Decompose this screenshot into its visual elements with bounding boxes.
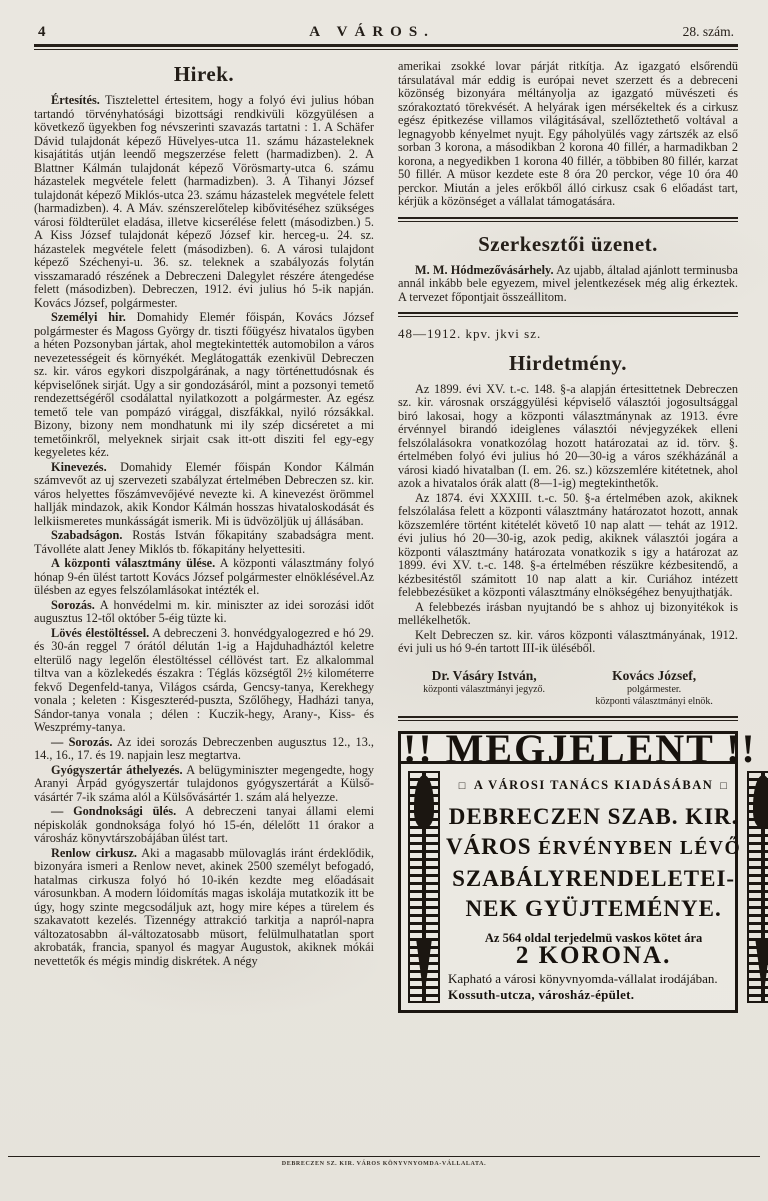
masthead-title: A VÁROS. [309, 24, 435, 40]
signature-block [398, 668, 738, 708]
signatory-name: Dr. Vásáry István, [431, 667, 537, 683]
ad-title-line: SZABÁLYRENDELETEI- [452, 865, 736, 891]
news-item [34, 805, 374, 846]
ornament-column-icon [747, 771, 768, 1003]
news-item-body: Rostás István főkapitány szabadságra ment. Távolléte alatt Jeney Miklós tb. főkapitány helyettesiti. [34, 528, 374, 556]
body-columns [34, 59, 757, 1013]
editor-message [398, 264, 738, 305]
ad-title-line: DEBRECZEN SZAB. KIR. [448, 803, 739, 829]
advertisement-box [398, 725, 757, 1013]
ad-content [446, 771, 741, 1003]
ad-headline: !! MEGJELENT !! [403, 725, 757, 771]
news-articles [34, 94, 374, 968]
continuation-text: amerikai zsokké lovar párját ritkítja. Az igazgató elsőrendü társulatával már eddig is európai nevet szerzett és a debreceni közönség bizonyára méltányolja az igazgató müvészeti és szórakoztató törekvését. A helyárak igen mérsékeltek és a cirkusz egész épitkezése villamos világitásával, szellőztethető voltával a legnagyobb kényelmet nyujt. Egy páholyülés vagy zártszék az első sorban 3 korona, a másodikban 2 korona 40 fillér, a harmadikban 2 korona, a negyedikben 1 korona 40 fillér, a többiben 80 fillér, karzat 50 fillér. A müsor kezdete este 8 óra 20 perckor, vége 10 óra 40 perckor. Miután a jeles erőkből álló cirkusz csak 6 előadást tart, kérjük a közönséget a vállalat támogatására. [398, 59, 738, 208]
notice-paragraphs [398, 383, 738, 656]
notice-title: Hirdetmény. [508, 350, 628, 375]
news-item-lead: — Sorozás. [51, 734, 113, 749]
right-column [398, 59, 757, 1013]
news-item [34, 847, 374, 969]
news-item-lead: — Gondnoksági ülés. [51, 804, 177, 818]
news-item-lead: Renlow cirkusz. [51, 845, 137, 860]
news-item-body: Az idei sorozás Debreczenben augusztus 12., 13., 14., 16., 17. és 19. napjain lesz megtartva. [34, 734, 374, 762]
ad-kicker-text: A VÁROSI TANÁCS KIADÁSÁBAN [473, 778, 714, 792]
news-item-body: A debreczeni 3. honvédgyalogezred e hó 29. és 30-án reggel 7 órától délután 1-ig a Hajduhadháztól keletre elterülő nagy legelőn élestöltéssel céllövést tart. Ez alkalommal tiltva van a közlekedés északra : Téglás községtől 2½ kilométerre fekvő Degenfeld-tanya, Világos csárda, Gencsy-tanya, Kerekhegy vonala ; keleten : Kisgeszteréd-puszta, Szőlőhegy, Hadházi tanya, Sándor-tanya vonala ; délen : Kuczik-hegy, Arany-, Kiss- és Weszprémy-tanya. [34, 625, 374, 734]
news-item-lead: Kinevezés. [51, 459, 107, 474]
news-item [34, 311, 374, 460]
section-divider-rule [398, 716, 738, 721]
section-divider-rule [398, 312, 738, 317]
notice-paragraph: A felebbezés irásban nyujtandó be s ahhoz uj bizonyitékok is mellékelhetők. [398, 599, 738, 627]
footer-rule [8, 1156, 760, 1157]
signatory-name: Kovács József, [612, 667, 697, 683]
news-item [34, 627, 374, 735]
notice-paragraph: Az 1874. évi XXXIII. t.-c. 50. §-a értelmében azok, akiknek felszólalása felett a központi választmány határozatot hozott, annak közszemlére történt kitételét követő 10 nap alatt — tehát az 1912. évi julius hó 20—30-ig, azok pedig, akiknek választói jogára a központi választmány határozata vonatkozik s igy a határozat az 1899. évi XV. t.-c. 148. §-a értelmében részükre kézbesitendő, a kézbesitéstől számitott 10 nap alatt a kir. Curiához intézett felebbezésüket a központi választmány elnökségéhez benyujthatják. [398, 490, 738, 599]
news-item-lead: Szabadságon. [51, 528, 123, 542]
signatory-role: központi választmányi jegyző. [423, 683, 546, 695]
news-item [34, 529, 374, 556]
ad-title-strong: VÁROS [446, 833, 532, 859]
signatory-role: polgármester. [627, 683, 682, 695]
news-item-lead: A központi választmány ülése. [51, 556, 216, 570]
news-item-body: A központi választmány folyó hónap 9-én ülést tartott Kovács József polgármester elnöklésével.Az ülésben az egyes felszólamlásokat intézték el. [34, 556, 374, 597]
news-section-title: Hirek. [173, 62, 235, 86]
news-item-body: A debreczeni tanyai állami elemi népiskolák gondnoksága folyó hó 15-én, délelőtt 11 órakor a városház könyvtárszobájában ülést tart. [34, 804, 374, 845]
ad-title-line [446, 832, 741, 864]
news-item-body: Domahidy Elemér főispán, Kovács József polgármester és Magoss György dr. tiszti főügyész hivatalos ügyben a héten Pozsonyban jártak, ahol megtekintették automobilon a város nevezetességeit és környékét. Meglátogatták ezenkivül Debreczen sz. kir. város egykori diszpolgárának, a nagy történettudósnak és képviselőnek sirját. Ugy a sir gondozásáról, mint a pozsonyi temető rendezettségéről csodálattal nyilatkozott a polgármester. Az egész temető tele van pompázó virággal, diszfákkal, nyiló rózsákkal. Bizony, bizony nem mondhatunk mi ily szép dicséretet a mi temetőinkről, melyeknek sirjait csak itt-ott disziti fel egy-egy kegyeletes kéz. [34, 310, 375, 459]
ad-availability-text: Kapható a városi könyvnyomda-vállalat irodájában. [448, 970, 718, 986]
editor-section-title: Szerkesztői üzenet. [478, 231, 658, 256]
news-item [34, 94, 374, 310]
news-item [34, 557, 374, 598]
news-item [34, 599, 374, 626]
news-item-lead: Gyógyszertár áthelyezés. [51, 762, 183, 777]
header-rule [34, 44, 738, 50]
article-continuation [398, 60, 738, 209]
ad-availability-address: Kossuth-utcza, városház-épület. [448, 986, 635, 1002]
issue-number: 28. szám. [682, 24, 734, 39]
notice-paragraph: Kelt Debreczen sz. kir. város központi választmányának, 1912. évi juli us hó 9-én tartott III-ik üléséből. [398, 627, 738, 655]
news-item-lead: Sorozás. [51, 597, 95, 612]
news-item [34, 461, 374, 529]
square-icon: □ [458, 780, 467, 792]
ad-body [401, 764, 742, 1010]
news-item [34, 736, 374, 763]
ad-kicker [446, 779, 741, 794]
signatory-role: központi választmányi elnök. [595, 695, 713, 707]
news-item-lead: Személyi hir. [51, 310, 126, 324]
news-item [34, 764, 374, 805]
section-divider-rule [398, 217, 738, 222]
signature-left [423, 668, 545, 708]
page-header [34, 24, 738, 44]
news-item-lead: Lövés élestöltéssel. [51, 625, 150, 640]
news-item-body: Domahidy Elemér főispán Kondor Kálmán számvevőt az uj szervezeti szabályzat értelmében Debreczen sz. kir. város helyettes főszámvevőjévé nevezte ki. A kinevezést örömmel hallják mindazok, akik Kondor Kálmán hosszas hivataloskodását és lelkiismeretes munkásságát ismerik. Mi is üdvözöljük uj állásában. [34, 459, 374, 528]
square-icon: □ [720, 780, 729, 792]
printer-imprint: DEBRECZEN SZ. KIR. VÁROS KÖNYVNYOMDA-VÁLLALATA. [281, 1161, 487, 1167]
editor-message-lead: M. M. Hódmezővásárhely. [415, 262, 554, 277]
left-column [34, 60, 374, 1013]
page-number: 4 [38, 24, 46, 40]
ad-title-line: NEK GYÜJTEMÉNYE. [465, 895, 722, 921]
page-footer [0, 1156, 768, 1167]
news-item-body: A honvédelmi m. kir. miniszter az idei sorozási időt augusztus 12-től október 5-éig tüzte ki. [34, 597, 374, 625]
ornament-column-icon [408, 771, 440, 1003]
signature-right [595, 668, 712, 708]
ad-availability [446, 971, 741, 1003]
notice-paragraph: Az 1899. évi XV. t.-c. 148. §-a alapján értesittetnek Debreczen sz. kir. városnak országgyülési képviselő választói jogosultsággal biró lakosai, hogy a központi választmánynak az 1913. évre érvénnyel birandó ideiglenes választói névjegyzékek elleni felszólalásokra vonatkozólag hozott határozatai az id. törv. §. értelmében folyó évi julius hó 20—30-ig a város székházánál a városi kiadó hivatalban (I. em. 26. sz.) közszemlére kitétetnek, ahol azok a hivatalos órák alatt (8—1-ig) megtekinthetők. [398, 381, 738, 490]
ad-title-light: ÉRVÉNYBEN LÉVŐ [538, 837, 742, 859]
news-item-body: Tisztelettel értesitem, hogy a folyó évi julius hóban tartandó törvényhatósági bizottsági rendkivüli közgyülésen a következő ügyekben fog névszerinti szavazás tartatni : 1. A Schäfer Dávid tulajdonát képező Hüvelyes-utca 11. számu házasteleknek kisajátitás utján leendő megszerzése felett (harmadizben). 2. A Blattner Kálmán tulajdonát képező Vörösmarty-utca 6. számu házastelek megvétele felett (harmadizben). 3. A Tihanyi József tulajdonát képező Miklós-utca 23. számu házastelek megvétele felett (harmadizben). 4. A Máv. szénszerelőtelep kibővitéséhez szükséges városi földterület eladása, illetve kicserélése felett (másodizben.) 5. A Kiss József tulajdonát képező József kir. herceg-u. 24. sz. házastelek megvétele felett (másodizben). 6. A városi tulajdont képező Széchenyi-u. 36. sz. teleknek a szabályozás folytán visszamaradó részének a Debreczeni Dalegylet részére átengedése felett (másodizben). Debreczen, 1912. évi julius hó 5-ik napján. Kovács József, polgármester. [34, 93, 374, 310]
news-item-lead: Értesítés. [51, 93, 100, 107]
ad-price: 2 KORONA. [515, 942, 672, 969]
notice-reference: 48—1912. kpv. jkvi sz. [398, 326, 542, 341]
news-item-body: A belügyminiszter megengedte, hogy Aranyi Árpád gyógyszertár tulajdonos gyógyszertárát a Külső-vásártér 7-ik száma alól a Külsővásártér 1. szám alá helyezze. [34, 762, 374, 804]
editor-message-body: Az ujabb, általad ajánlott terminusba annál inkább bele egyezem, mivel jelentkezések még alig érkeztek. A tervezet főpontjait összeállitom. [398, 262, 738, 304]
ad-price-intro: Az 564 oldal terjedelmü vaskos kötet ára [484, 930, 703, 945]
news-item-body: Aki a magasabb mülovaglás iránt érdeklődik, bizonyára ismeri a Renlow nevet, akinek 2500 személyt befogadó, hatalmas cirkusza folyó hó 10-ikén kezdte meg előadásait városunkban. A modern lóidomítás magas iskolája mutatkozik itt be úgy, hogy szinte megcsodáljuk azt, hogy mire képes a türelem és szakavatott kezelés. Tizennégy attrakció tarkitja a napról-napra változatosabbn ál-változatosabb müsort, felülmulhatatlan sport akrobaták, francia, spanyol és magyar Augustok, akiknek mókái nevettetők és mégis mindig diskrétek. A négy [34, 845, 374, 968]
